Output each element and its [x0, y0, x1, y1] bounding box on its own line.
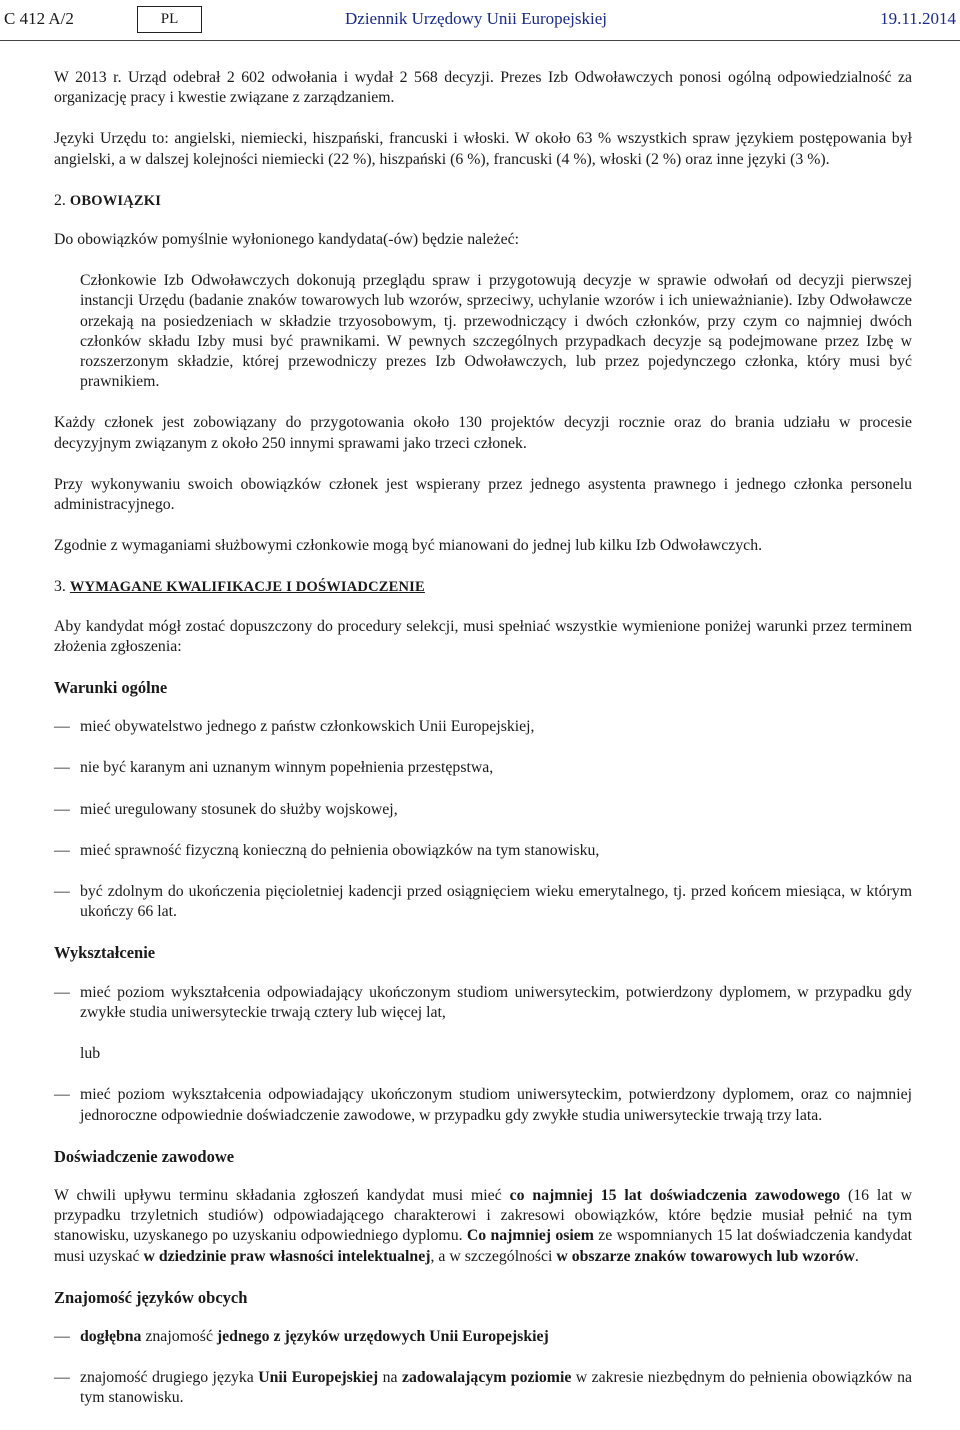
dash-bullet: — — [54, 800, 70, 818]
text-run: na — [378, 1369, 402, 1387]
duties-support: Przy wykonywaniu swoich obowiązków członek jest wspierany przez jednego asystenta prawnego i jednego członka personelu administracyjnego. — [54, 475, 912, 514]
duties-appointment: Zgodnie z wymaganiami służbowymi członkowie mogą być mianowani do jednej lub kilku Izb Odwoławczych. — [54, 537, 763, 555]
dash-bullet: — — [54, 718, 70, 736]
bold-run: co najmniej 15 lat doświadczenia zawodowego — [509, 1186, 841, 1204]
or-connector: lub — [80, 1045, 101, 1063]
section-heading-qualifications — [54, 577, 912, 597]
text-run: znajomość — [141, 1327, 217, 1345]
list-item-text: mieć poziom wykształcenia odpowiadający ukończonym studiom uniwersyteckim, potwierdzony dyplomem, w przypadku gdy zwykłe studia uniwersyteckie trwają cztery lub więcej lat, — [80, 983, 912, 1021]
bold-run: dogłębna — [80, 1327, 142, 1345]
text-run: znajomość drugiego języka — [80, 1369, 259, 1387]
experience-paragraph — [54, 1186, 912, 1267]
text-run: (16 lat w przypadku trzyletnich studiów) odpowiadającego charakterowi i zakresowi obowiązków, które będzie musiał pełnić na tym stanowisku, uzyskanego po uzyskaniu odpowiedniego dyplomu. — [54, 1186, 912, 1245]
list-item-text: nie być karanym ani uznanym winnym popełnienia przestępstwa, — [80, 759, 494, 777]
list-item — [54, 983, 912, 1023]
section-title: WYMAGANE KWALIFIKACJE I DOŚWIADCZENIE — [69, 579, 425, 596]
list-item-text: mieć poziom wykształcenia odpowiadający ukończonym studiom uniwersyteckim, potwierdzony dyplomem, oraz co najmniej jednoroczne odpowiednie doświadczenie zawodowe, w przypadku gdy zwykłe studia uniwersyteckie trwają trzy lata. — [80, 1086, 912, 1124]
language-box: PL — [137, 6, 202, 33]
list-item-text — [80, 1328, 549, 1345]
section-heading-duties — [54, 191, 912, 211]
journal-title: Dziennik Urzędowy Unii Europejskiej — [345, 9, 608, 28]
dash-bullet: — — [54, 1086, 70, 1104]
text-run: W chwili upływu terminu składania zgłoszeń kandydat musi mieć — [54, 1186, 510, 1204]
bold-run: Co najmniej osiem — [466, 1227, 594, 1245]
text-run: ze wspomnianych 15 lat doświadczenia kandydat musi uzyskać — [54, 1227, 912, 1265]
section-number: 3. — [54, 578, 66, 596]
paragraph-appeals-2013: W 2013 r. Urząd odebrał 2 602 odwołania i wydał 2 568 decyzji. Prezes Izb Odwoławczych ponosi ogólną odpowiedzialność za organizację pracy i kwestie związane z zarządzaniem. — [54, 69, 912, 107]
dash-bullet: — — [54, 1327, 70, 1345]
page-header — [0, 6, 960, 32]
subheading-languages: Znajomość języków obcych — [54, 1287, 248, 1307]
list-item — [54, 1327, 912, 1347]
dash-bullet: — — [54, 883, 70, 901]
qualifications-intro: Aby kandydat mógł zostać dopuszczony do procedury selekcji, musi spełniać wszystkie wymienione poniżej warunki przez terminem złożenia zgłoszenia: — [54, 617, 912, 655]
list-item — [54, 800, 912, 820]
list-item-text: mieć sprawność fizyczną konieczną do pełnienia obowiązków na tym stanowisku, — [80, 841, 600, 859]
list-item — [54, 882, 912, 922]
dash-bullet: — — [54, 841, 70, 859]
duties-description: Członkowie Izb Odwoławczych dokonują przeglądu spraw i przygotowują decyzje w sprawie odwołań od decyzji pierwszej instancji Urzędu (badanie znaków towarowych lub wzorów, sprzeciwy, uchylanie wzorów i ich unieważnianie). Izby Odwoławcze orzekają na posiedzeniach w składzie trzyosobowym, tj. przewodniczący i dwóch członków, przy czym co najmniej dwóch członków składu Izby musi być prawnikami. W pewnych szczególnych przypadkach decyzje są podejmowane przez Izbę w rozszerzonym składzie, której przewodniczy prezes Izb Odwoławczych, lub przez pojedynczego członka, który musi być prawnikiem. — [80, 272, 912, 391]
bold-run: w dziedzinie praw własności intelektualnej — [143, 1247, 431, 1265]
document-body — [54, 68, 912, 1430]
list-item — [54, 1085, 912, 1125]
publication-date: 19.11.2014 — [880, 9, 956, 28]
list-item — [54, 1368, 912, 1408]
list-item-text: mieć obywatelstwo jednego z państw członkowskich Unii Europejskiej, — [80, 718, 535, 736]
dash-bullet: — — [54, 1369, 70, 1387]
duties-intro: Do obowiązków pomyślnie wyłonionego kandydata(-ów) będzie należeć: — [54, 231, 519, 249]
text-run: w zakresie niezbędnym do pełnienia obowiązków na tym stanowisku. — [80, 1369, 912, 1407]
list-item — [54, 717, 912, 737]
issue-reference: C 412 A/2 — [4, 9, 74, 28]
list-item-text — [80, 1369, 912, 1406]
list-item — [54, 758, 912, 778]
dash-bullet: — — [54, 759, 70, 777]
text-run: . — [854, 1247, 859, 1265]
section-number: 2. — [54, 191, 66, 209]
section-title: OBOWIĄZKI — [69, 192, 162, 209]
header-divider — [0, 40, 960, 41]
subheading-general-conditions: Warunki ogólne — [54, 678, 168, 698]
dash-bullet: — — [54, 983, 70, 1001]
bold-run: Unii Europejskiej — [258, 1369, 379, 1387]
list-item-text: być zdolnym do ukończenia pięcioletniej kadencji przed osiągnięciem wieku emerytalnego, tj. przed końcem miesiąca, w którym ukończy 66 lat. — [80, 883, 912, 921]
bold-run: w obszarze znaków towarowych lub wzorów — [556, 1247, 855, 1265]
bold-run: jednego z języków urzędowych Unii Europejskiej — [216, 1327, 549, 1345]
subheading-education: Wykształcenie — [54, 943, 156, 963]
list-item — [54, 841, 912, 861]
bold-run: zadowalającym poziomie — [401, 1369, 572, 1387]
duties-workload: Każdy członek jest zobowiązany do przygotowania około 130 projektów decyzji rocznie oraz do brania udziału w procesie decyzyjnym związanym z około 250 innymi sprawami jako trzeci członek. — [54, 414, 912, 452]
list-item-text: mieć uregulowany stosunek do służby wojskowej, — [80, 800, 398, 818]
text-run: , a w szczególności — [430, 1247, 557, 1265]
paragraph-languages: Języki Urzędu to: angielski, niemiecki, hiszpański, francuski i włoski. W około 63 % wszystkich spraw językiem postępowania był angielski, a w dalszej kolejności niemiecki (22 %), hiszpański (6 %), francuski (4 %), włoski (2 %) oraz inne języki (3 %). — [54, 130, 912, 168]
subheading-experience: Doświadczenie zawodowe — [54, 1146, 235, 1166]
